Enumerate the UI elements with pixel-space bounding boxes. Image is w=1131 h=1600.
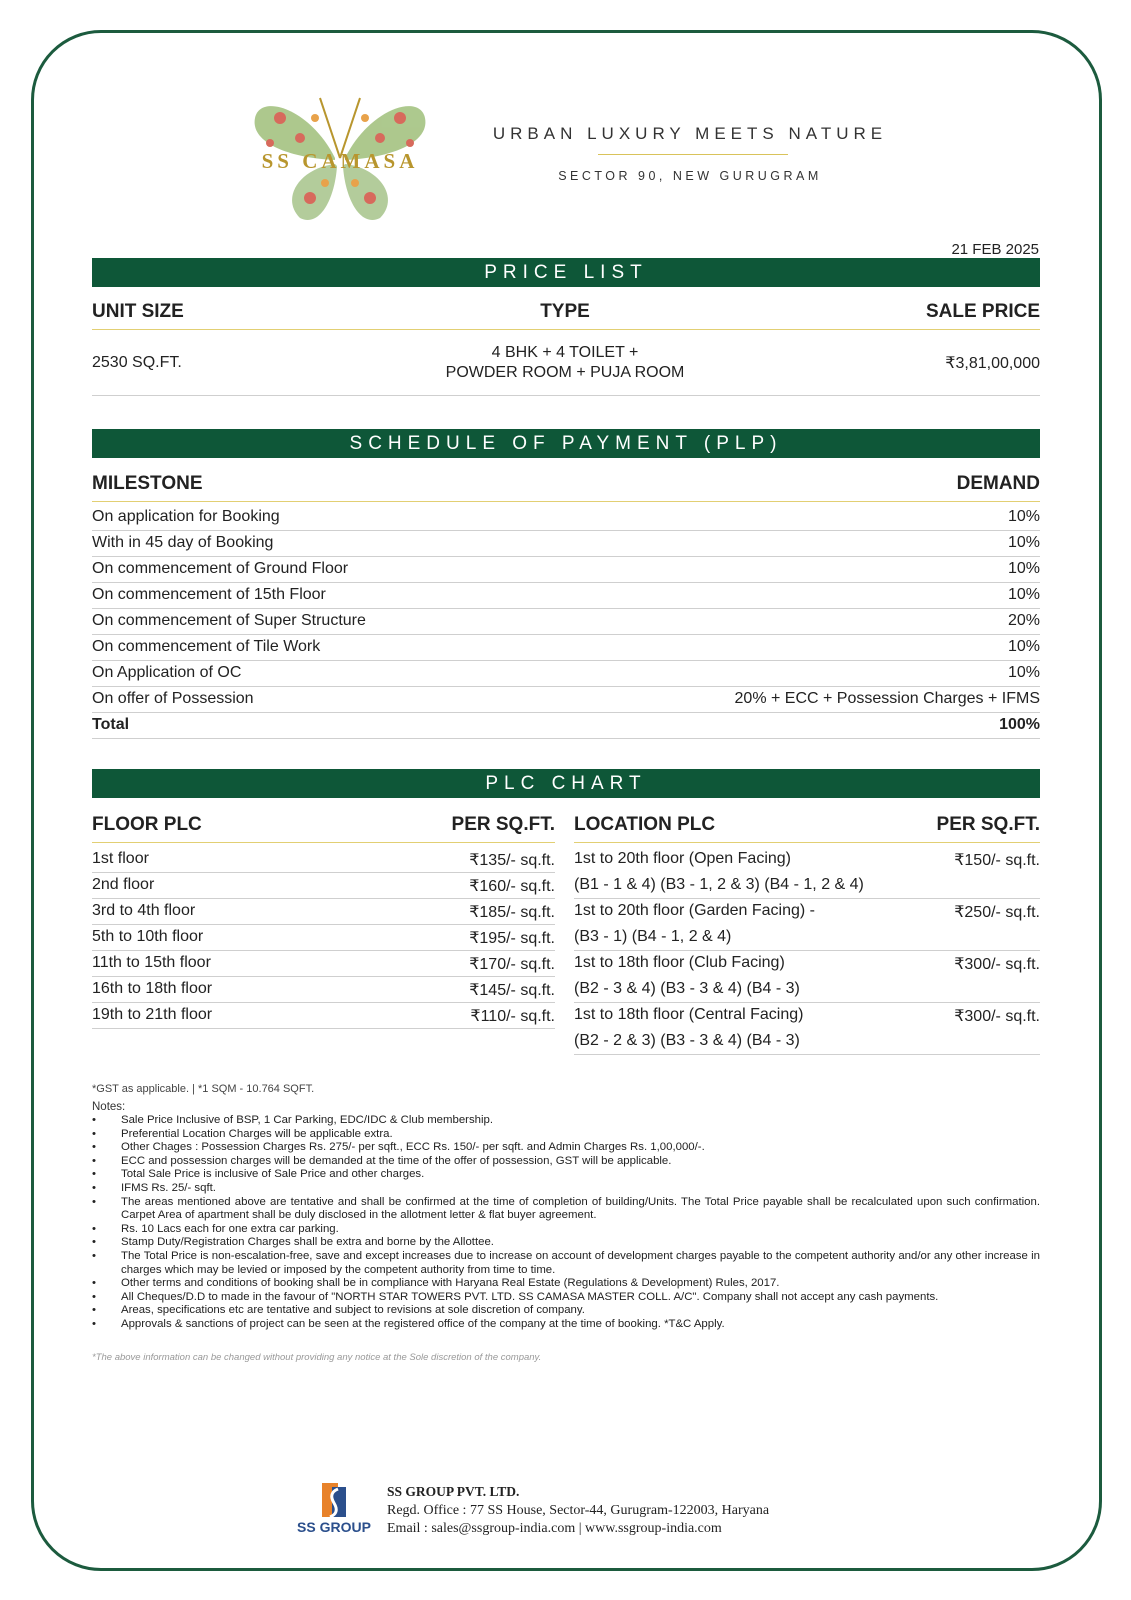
floor-rate: ₹145/- sq.ft.	[469, 982, 555, 999]
location-line-1: 1st to 20th floor (Garden Facing) -	[574, 902, 815, 919]
floor-plc-row	[92, 977, 555, 1003]
schedule-title: SCHEDULE OF PAYMENT (PLP)	[92, 429, 1040, 458]
floor-rate: ₹170/- sq.ft.	[469, 956, 555, 973]
note-item: • Approvals & sanctions of project can be seen at the registered office of the company at the time of booking. *T&C Apply.	[92, 1318, 1040, 1332]
note-item: • The Total Price is non-escalation-free, save and except increases due to increase on account of development charges payable to the competent authority and/or any other increase in charges which may be levied or imposed by the competent authority from time to time.	[92, 1250, 1040, 1277]
location-rate: ₹300/- sq.ft.	[954, 956, 1040, 973]
location-line-2: (B2 - 2 & 3) (B3 - 3 & 4) (B4 - 3)	[574, 1032, 800, 1049]
note-item: • Other Chages : Possession Charges Rs. 275/- per sqft., ECC Rs. 150/- per sqft. and Admin Charges Rs. 1,00,000/-.	[92, 1141, 1040, 1155]
total-value: 100%	[999, 716, 1040, 733]
location-plc-row	[574, 899, 1040, 951]
location-per-sqft-header: PER SQ.FT.	[936, 814, 1040, 835]
floor-range: 2nd floor	[92, 876, 155, 893]
demand-value: 10%	[1007, 638, 1040, 655]
note-item: • Other terms and conditions of booking shall be in compliance with Haryana Real Estate (Regulations & Development) Rules, 2017.	[92, 1277, 1040, 1291]
milestone-text: On offer of Possession	[92, 690, 254, 707]
price-header-divider	[92, 329, 1040, 330]
demand-value: 20% + ECC + Possession Charges + IFMS	[734, 690, 1040, 707]
camasa-logo	[240, 88, 440, 228]
floor-rate: ₹160/- sq.ft.	[469, 878, 555, 895]
note-item: • Areas, specifications etc are tentative and subject to revisions at sole discretion of company.	[92, 1304, 1040, 1318]
schedule-row	[92, 583, 1040, 609]
demand-value: 10%	[1007, 586, 1040, 603]
plc-chart-title: PLC CHART	[92, 769, 1040, 798]
total-label: Total	[92, 716, 130, 733]
sale-price-header: SALE PRICE	[925, 301, 1040, 322]
floor-range: 19th to 21th floor	[92, 1006, 213, 1023]
demand-value: 20%	[1007, 612, 1040, 629]
price-list-date: 21 FEB 2025	[951, 241, 1039, 258]
schedule-row	[92, 557, 1040, 583]
note-item: • The areas mentioned above are tentative and shall be confirmed at the time of completion of building/Units. The Total Price payable shall be recalculated upon such confirmation. Carpet Area of apartment shall be duly disclosed in the allotment letter & flat buyer agreement.	[92, 1196, 1040, 1223]
milestone-text: On application for Booking	[92, 508, 280, 525]
note-item: • Stamp Duty/Registration Charges shall be extra and borne by the Allottee.	[92, 1236, 1040, 1250]
ss-group-logo-text: SS GROUP	[297, 1519, 371, 1535]
demand-value: 10%	[1007, 560, 1040, 577]
type-header: TYPE	[540, 301, 590, 322]
location-line-1: 1st to 18th floor (Club Facing)	[574, 954, 785, 971]
disclaimer: *The above information can be changed without providing any notice at the Sole discretion of the company.	[92, 1352, 542, 1363]
milestone-text: With in 45 day of Booking	[92, 534, 274, 551]
floor-range: 11th to 15th floor	[92, 954, 211, 971]
schedule-row	[92, 635, 1040, 661]
notes-list	[92, 1114, 1040, 1332]
floor-header-divider	[92, 842, 555, 843]
footer-text	[387, 1483, 769, 1539]
type-line-2: POWDER ROOM + PUJA ROOM	[445, 364, 685, 381]
demand-header: DEMAND	[956, 473, 1040, 494]
location-line-1: 1st to 20th floor (Open Facing)	[574, 850, 791, 867]
location-rate: ₹300/- sq.ft.	[954, 1008, 1040, 1025]
milestone-text: On commencement of 15th Floor	[92, 586, 326, 603]
floor-plc-row	[92, 1003, 555, 1029]
demand-value: 10%	[1007, 508, 1040, 525]
unit-size-value: 2530 SQ.FT.	[92, 354, 182, 371]
schedule-row	[92, 531, 1040, 557]
note-item: • Rs. 10 Lacs each for one extra car parking.	[92, 1223, 1040, 1237]
price-row-divider	[92, 395, 1040, 396]
location-header-divider	[574, 842, 1040, 843]
schedule-row	[92, 609, 1040, 635]
floor-plc-row	[92, 951, 555, 977]
location-plc-row	[574, 1003, 1040, 1055]
milestone-text: On commencement of Ground Floor	[92, 560, 349, 577]
notes-title: Notes:	[92, 1101, 126, 1113]
milestone-text: On Application of OC	[92, 664, 242, 681]
milestone-header: MILESTONE	[92, 473, 203, 494]
location-line-2: (B2 - 3 & 4) (B3 - 3 & 4) (B4 - 3)	[574, 980, 800, 997]
location-plc-row	[574, 951, 1040, 1003]
floor-rate: ₹135/- sq.ft.	[469, 852, 555, 869]
note-item: • IFMS Rs. 25/- sqft.	[92, 1182, 1040, 1196]
floor-rate: ₹185/- sq.ft.	[469, 904, 555, 921]
note-item: • Sale Price Inclusive of BSP, 1 Car Parking, EDC/IDC & Club membership.	[92, 1114, 1040, 1128]
floor-range: 1st floor	[92, 850, 149, 867]
schedule-row	[92, 661, 1040, 687]
location-plc-header: LOCATION PLC	[574, 814, 716, 835]
floor-plc-row	[92, 925, 555, 951]
gst-note: *GST as applicable. | *1 SQM - 10.764 SQFT.	[92, 1083, 315, 1095]
floor-plc-header: FLOOR PLC	[92, 814, 202, 835]
schedule-header-divider	[92, 501, 1040, 502]
note-item: • Total Sale Price is inclusive of Sale Price and other charges.	[92, 1168, 1040, 1182]
demand-value: 10%	[1007, 664, 1040, 681]
price-list-title: PRICE LIST	[92, 258, 1040, 287]
floor-per-sqft-header: PER SQ.FT.	[451, 814, 555, 835]
demand-value: 10%	[1007, 534, 1040, 551]
unit-size-header: UNIT SIZE	[92, 301, 184, 322]
tagline-underline	[598, 154, 788, 155]
milestone-text: On commencement of Super Structure	[92, 612, 366, 629]
location-line-2: (B3 - 1) (B4 - 1, 2 & 4)	[574, 928, 732, 945]
schedule-row	[92, 687, 1040, 713]
butterfly-logo-icon	[240, 88, 440, 228]
tagline: URBAN LUXURY MEETS NATURE	[492, 124, 888, 143]
location-line-2: (B1 - 1 & 4) (B3 - 1, 2 & 3) (B4 - 1, 2 & 4)	[574, 876, 864, 893]
note-item: • ECC and possession charges will be demanded at the time of the offer of possession, GST will be applicable.	[92, 1155, 1040, 1169]
company-name: SS GROUP PVT. LTD.	[387, 1484, 520, 1499]
contact-info: Email : sales@ssgroup-india.com | www.ssgroup-india.com	[387, 1521, 722, 1536]
floor-rate: ₹195/- sq.ft.	[469, 930, 555, 947]
sale-price-value: ₹3,81,00,000	[945, 355, 1040, 372]
ss-group-logo	[294, 1483, 374, 1543]
project-location: SECTOR 90, NEW GURUGRAM	[558, 169, 822, 183]
type-line-1: 4 BHK + 4 TOILET +	[491, 344, 639, 361]
floor-plc-row	[92, 873, 555, 899]
note-item: • Preferential Location Charges will be applicable extra.	[92, 1128, 1040, 1142]
location-rate: ₹250/- sq.ft.	[954, 904, 1040, 921]
schedule-row	[92, 505, 1040, 531]
schedule-total-row	[92, 713, 1040, 739]
location-line-1: 1st to 18th floor (Central Facing)	[574, 1006, 804, 1023]
floor-plc-row	[92, 899, 555, 925]
milestone-text: On commencement of Tile Work	[92, 638, 321, 655]
location-rate: ₹150/- sq.ft.	[954, 852, 1040, 869]
floor-range: 3rd to 4th floor	[92, 902, 196, 919]
floor-plc-row	[92, 847, 555, 873]
registered-office: Regd. Office : 77 SS House, Sector-44, Gurugram-122003, Haryana	[387, 1502, 770, 1518]
floor-range: 5th to 10th floor	[92, 928, 204, 945]
svg-text:SS CAMASA: SS CAMASA	[261, 149, 419, 173]
floor-range: 16th to 18th floor	[92, 980, 213, 997]
note-item: • All Cheques/D.D to made in the favour of "NORTH STAR TOWERS PVT. LTD. SS CAMASA MASTER COLL. A/C". Company shall not accept any cash payments.	[92, 1291, 1040, 1305]
floor-rate: ₹110/- sq.ft.	[470, 1008, 555, 1025]
location-plc-row	[574, 847, 1040, 899]
